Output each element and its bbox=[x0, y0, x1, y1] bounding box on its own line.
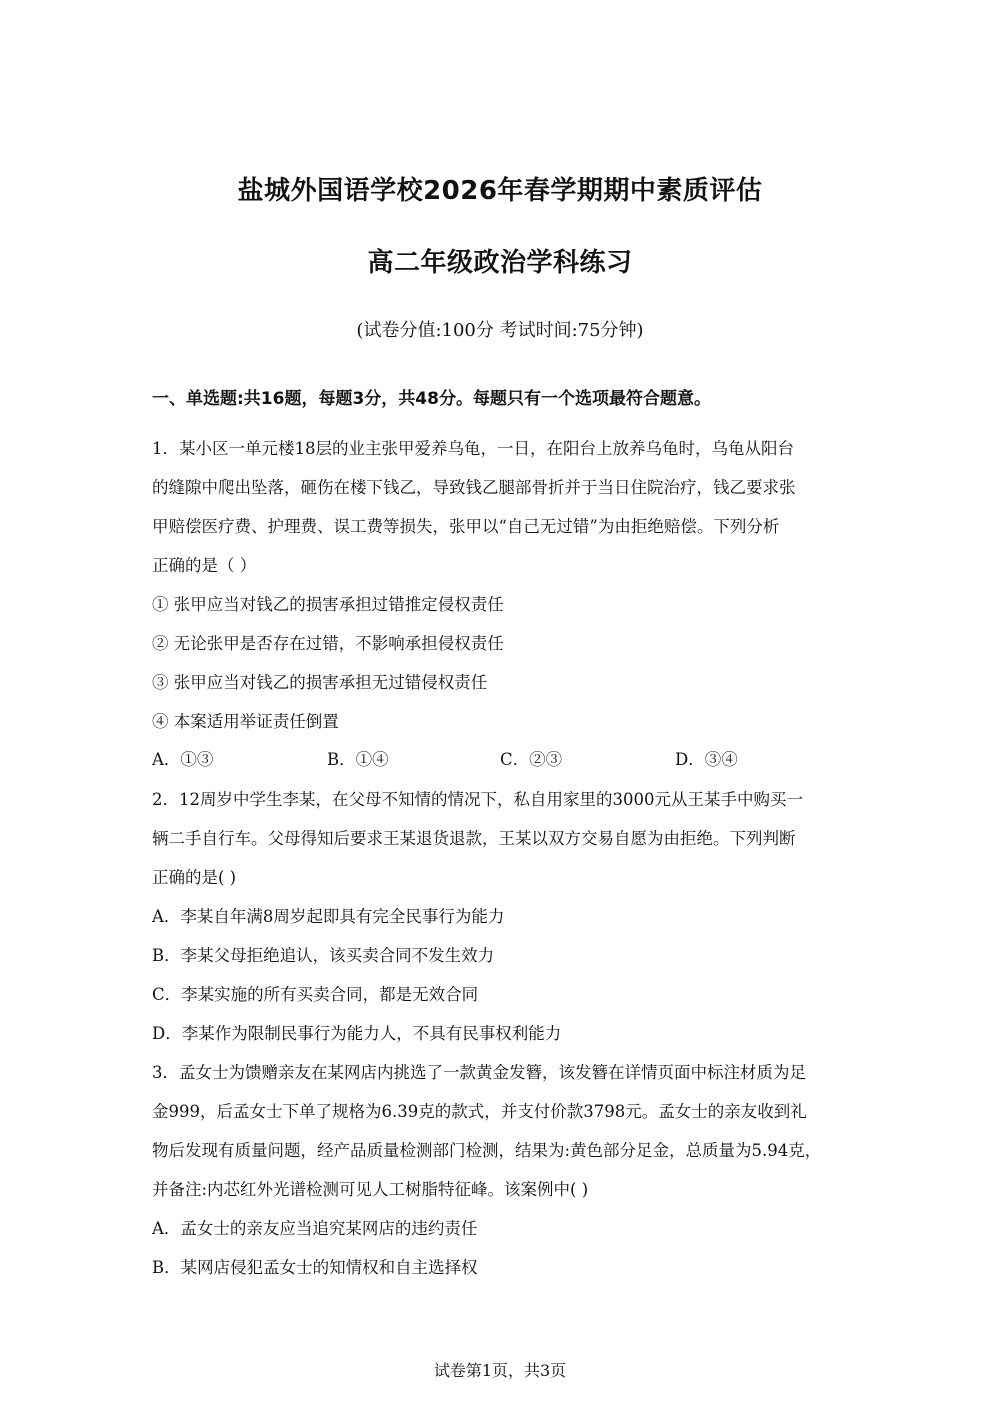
question-1-text: 的缝隙中爬出坠落，砸伤在楼下钱乙，导致钱乙腿部骨折并于当日住院治疗，钱乙要求张 bbox=[152, 478, 796, 497]
question-3-text: 并备注:内芯红外光谱检测可见人工树脂特征峰。该案例中( ) bbox=[152, 1180, 589, 1199]
statement-3: ③ 张甲应当对钱乙的损害承担无过错侵权责任 bbox=[152, 673, 488, 692]
section-heading: 一、单选题:共16题，每题3分，共48分。每题只有一个选项最符合题意。 bbox=[152, 389, 711, 409]
option-a[interactable]: A．孟女士的亲友应当追究某网店的违约责任 bbox=[152, 1219, 478, 1238]
statement-4: ④ 本案适用举证责任倒置 bbox=[152, 712, 339, 731]
option-b[interactable]: B．某网店侵犯孟女士的知情权和自主选择权 bbox=[152, 1258, 478, 1277]
option-a[interactable]: A．李某自年满8周岁起即具有完全民事行为能力 bbox=[152, 907, 505, 926]
option-c[interactable]: C．②③ bbox=[500, 750, 563, 769]
question-1-text: 1．某小区一单元楼18层的业主张甲爱养乌龟，一日，在阳台上放养乌龟时，乌龟从阳台 bbox=[152, 439, 794, 458]
question-2-text: 辆二手自行车。父母得知后要求王某退货退款，王某以双方交易自愿为由拒绝。下列判断 bbox=[152, 829, 796, 848]
question-2-text: 2．12周岁中学生李某，在父母不知情的情况下，私自用家里的3000元从王某手中购买一 bbox=[152, 790, 803, 809]
exam-subtitle: 高二年级政治学科练习 bbox=[367, 248, 633, 278]
question-1-text: 甲赔偿医疗费、护理费、误工费等损失，张甲以“自己无过错”为由拒绝赔偿。下列分析 bbox=[152, 517, 780, 536]
question-3-text: 金999，后孟女士下单了规格为6.39克的款式，并支付价款3798元。孟女士的亲友收到礼 bbox=[152, 1102, 807, 1121]
statement-2: ② 无论张甲是否存在过错，不影响承担侵权责任 bbox=[152, 634, 504, 653]
option-b[interactable]: B．李某父母拒绝追认，该买卖合同不发生效力 bbox=[152, 946, 495, 965]
option-b[interactable]: B．①④ bbox=[327, 750, 389, 769]
page-footer: 试卷第1页，共3页 bbox=[433, 1361, 567, 1380]
option-c[interactable]: C．李某实施的所有买卖合同，都是无效合同 bbox=[152, 985, 479, 1004]
question-1-text: 正确的是（ ） bbox=[152, 556, 257, 575]
question-2-text: 正确的是( ) bbox=[152, 868, 237, 887]
question-1-options bbox=[152, 750, 852, 772]
statement-1: ① 张甲应当对钱乙的损害承担过错推定侵权责任 bbox=[152, 595, 504, 614]
exam-title: 盐城外国语学校2026年春学期期中素质评估 bbox=[237, 176, 763, 206]
option-a[interactable]: A．①③ bbox=[152, 750, 214, 769]
option-d[interactable]: D．③④ bbox=[675, 750, 738, 769]
exam-meta: (试卷分值:100分 考试时间:75分钟) bbox=[356, 320, 644, 341]
question-3-text: 3．孟女士为馈赠亲友在某网店内挑选了一款黄金发簪，该发簪在详情页面中标注材质为足 bbox=[152, 1063, 806, 1082]
question-3-text: 物后发现有质量问题，经产品质量检测部门检测，结果为:黄色部分足金，总质量为5.94克， bbox=[152, 1141, 822, 1160]
option-d[interactable]: D．李某作为限制民事行为能力人，不具有民事权利能力 bbox=[152, 1024, 562, 1043]
